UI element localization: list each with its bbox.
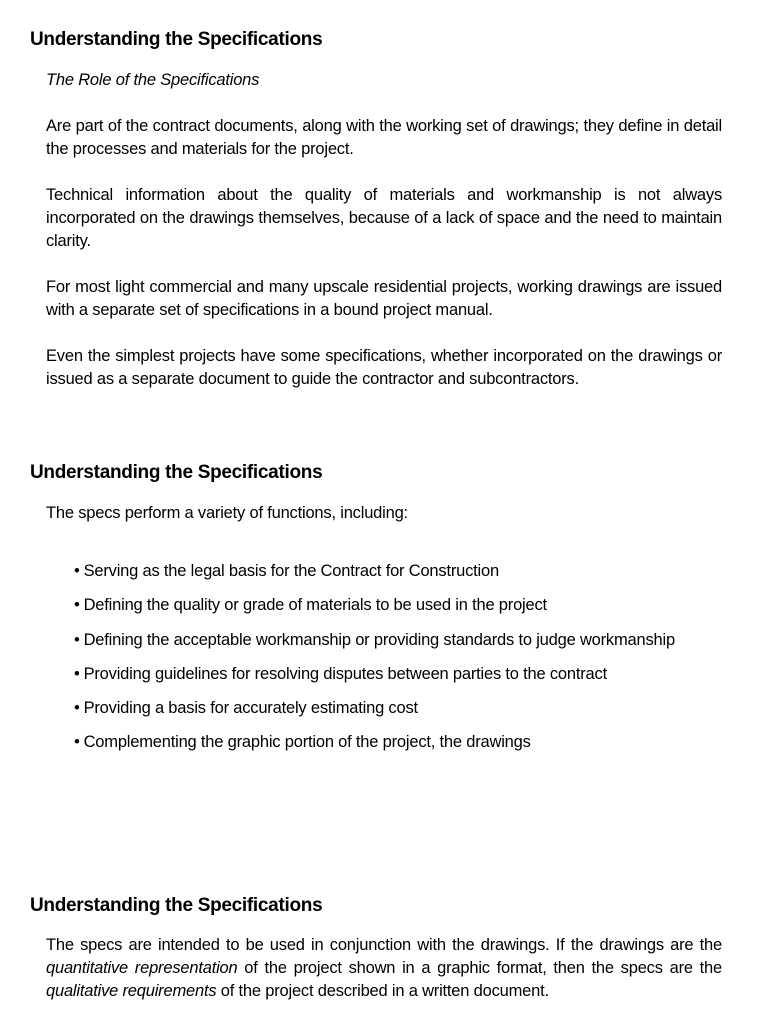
list-item [74,691,722,725]
paragraph-text: of the project shown in a graphic format, then the specs are the [237,959,722,977]
list-item [74,554,722,588]
paragraph-text: The specs are intended to be used in conjunction with the drawings. If the drawings are the [46,936,722,954]
bullet-glyph: • [74,562,80,580]
list-item [74,623,722,657]
list-item-text: Complementing the graphic portion of the project, the drawings [83,733,531,752]
section3-paragraph [46,934,722,1003]
emphasis-quantitative: quantitative representation [46,959,238,977]
list-item-text: Defining the quality or grade of materials to be used in the project [83,596,547,615]
bullet-glyph: • [74,630,80,649]
section2-intro: The specs perform a variety of functions, including: [46,504,408,522]
section1-paragraph-2: Technical information about the quality of materials and workmanship is not always incorporated on the drawings themselves, because of a lack of space and the need to maintain clarity. [46,186,722,250]
bullet-glyph: • [74,699,80,718]
list-item [74,725,722,759]
section1-paragraph-1: Are part of the contract documents, along with the working set of drawings; they define in detail the processes and materials for the project. [46,117,722,158]
section2-heading: Understanding the Specifications [30,462,323,483]
section1-heading: Understanding the Specifications [30,29,323,50]
section1-paragraph-3: For most light commercial and many upscale residential projects, working drawings are issued with a separate set of specifications in a bound project manual. [46,278,722,319]
list-item-text: Providing guidelines for resolving disputes between parties to the contract [83,664,607,683]
paragraph-text: of the project described in a written document. [216,982,549,1000]
list-item-text: Providing a basis for accurately estimating cost [83,699,418,718]
list-item-text: Defining the acceptable workmanship or providing standards to judge workmanship [83,630,675,649]
list-item [74,588,722,622]
section1-paragraph-4: Even the simplest projects have some specifications, whether incorporated on the drawings or issued as a separate document to guide the contractor and subcontractors. [46,347,722,388]
section3-heading: Understanding the Specifications [30,895,323,916]
bullet-glyph: • [74,733,80,752]
emphasis-qualitative: qualitative requirements [46,982,217,1000]
list-item-text: Serving as the legal basis for the Contract for Construction [83,562,499,580]
section1-subheading: The Role of the Specifications [46,71,260,89]
functions-list [74,554,722,760]
bullet-glyph: • [74,664,80,683]
bullet-glyph: • [74,596,80,615]
list-item [74,657,722,691]
